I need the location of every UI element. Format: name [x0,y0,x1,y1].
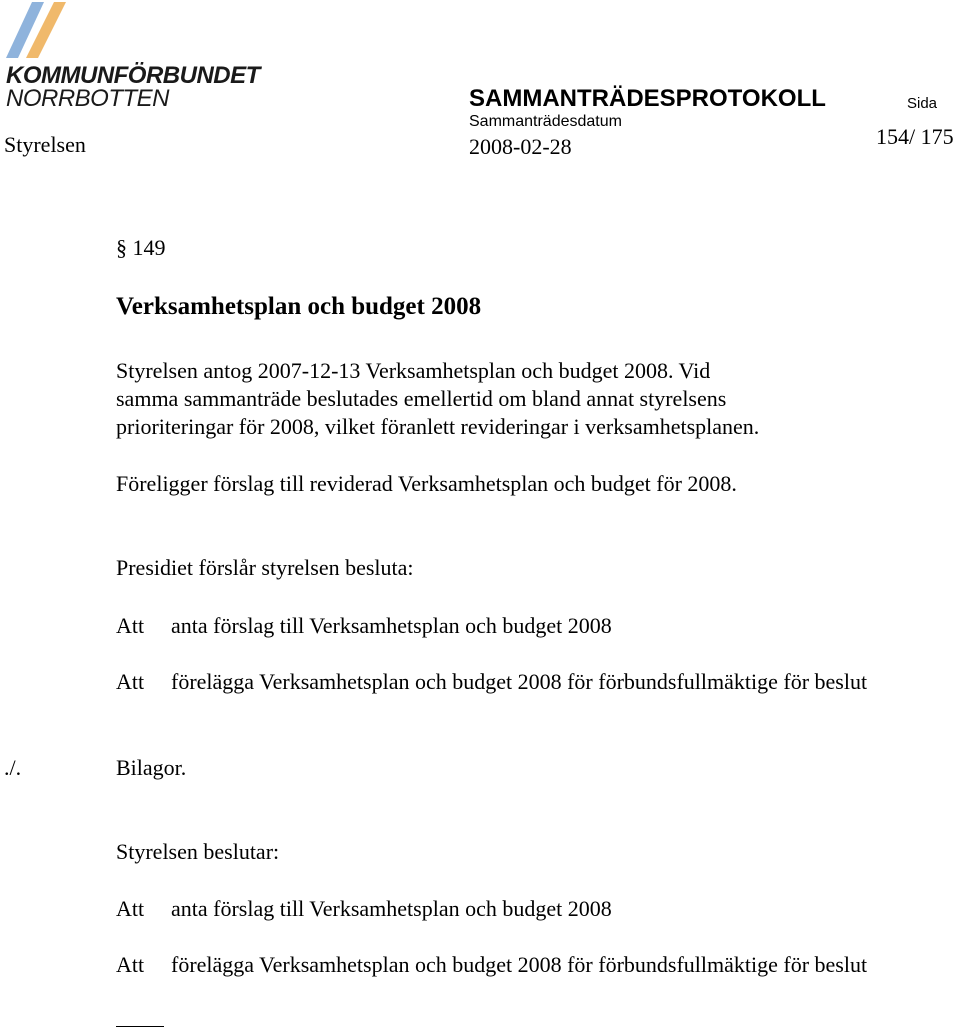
proposal-paragraph: Föreligger förslag till reviderad Verksamhetsplan och budget för 2008. [116,471,737,496]
org-logo [4,2,264,110]
section-number: § 149 [116,235,166,260]
page-label: Sida [907,95,938,112]
att-word: Att [116,613,145,638]
att-word: Att [116,896,145,921]
background-paragraph [116,357,759,441]
logo-text-line2: NORRBOTTEN [6,85,169,112]
attachment-label: Bilagor. [116,755,187,780]
paragraph-line: Styrelsen antog 2007-12-13 Verksamhetsplan och budget 2008. Vid [116,358,711,383]
signature-line [116,1026,164,1027]
att-text: anta förslag till Verksamhetsplan och budget 2008 [171,613,612,638]
att-text: förelägga Verksamhetsplan och budget 2008 för förbundsfullmäktige för beslut [171,952,868,977]
page-number: 154/ 175 [876,124,954,149]
att-text: anta förslag till Verksamhetsplan och budget 2008 [171,896,612,921]
section-heading: Verksamhetsplan och budget 2008 [116,293,482,320]
att-word: Att [116,669,145,694]
decision-intro: Styrelsen beslutar: [116,839,280,864]
logo-text-line1: KOMMUNFÖRBUNDET [6,62,260,89]
logo-stripes-icon [4,2,74,64]
meeting-date-label: Sammanträdesdatum [469,113,622,130]
meeting-date: 2008-02-28 [469,134,572,159]
att-word: Att [116,952,145,977]
attachment-marker: ./. [4,755,22,780]
body-name: Styrelsen [4,132,86,157]
proposal-intro: Presidiet förslår styrelsen besluta: [116,555,414,580]
paragraph-line: prioriteringar för 2008, vilket föranlett revideringar i verksamhetsplanen. [116,414,760,439]
att-text: förelägga Verksamhetsplan och budget 2008 för förbundsfullmäktige för beslut [171,669,868,694]
paragraph-line: samma sammanträde beslutades emellertid om bland annat styrelsens [116,386,727,411]
protocol-title: SAMMANTRÄDESPROTOKOLL [469,85,826,112]
